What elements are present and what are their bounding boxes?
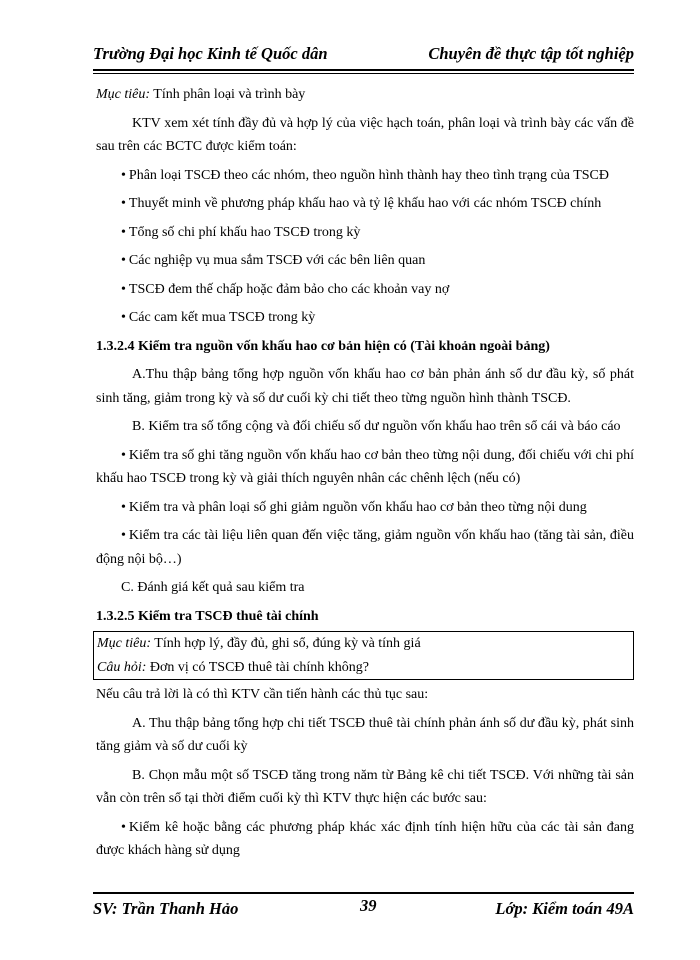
header-rule: [93, 69, 634, 71]
list-item: • Thuyết minh về phương pháp khấu hao và tỷ lệ khấu hao với các nhóm TSCĐ chính: [96, 192, 634, 216]
paragraph-b2: B. Chọn mẫu một số TSCĐ tăng trong năm từ Bảng kê chi tiết TSCĐ. Với những tài sản vẫn còn trên sổ tại thời điểm cuối kỳ thì KTV thực hiện các bước sau:: [96, 767, 634, 806]
list-item: • Kiểm tra các tài liệu liên quan đến việc tăng, giảm nguồn vốn khấu hao (tăng tài sản, điều động nội bộ…): [96, 524, 634, 571]
paragraph-b: B. Kiểm tra số tổng cộng và đối chiếu số dư nguồn vốn khấu hao trên sổ cái và báo cáo: [132, 419, 621, 434]
intro-paragraph: KTV xem xét tính đầy đủ và hợp lý của việc hạch toán, phân loại và trình bày các vấn đề sau trên các BCTC được kiểm toán:: [96, 115, 634, 154]
objective-box: [93, 631, 634, 680]
header-rule-thin: [93, 73, 634, 74]
condition-paragraph: Nếu câu trả lời là có thì KTV cần tiến hành các thủ tục sau:: [96, 687, 429, 702]
muc-tieu-label: Mục tiêu:: [96, 87, 151, 102]
footer-class: Lớp: Kiểm toán 49A: [495, 899, 634, 918]
list-item: • Tổng số chi phí khấu hao TSCĐ trong kỳ: [96, 221, 634, 245]
muc-tieu-line: [96, 83, 634, 107]
section-heading-1324: 1.3.2.4 Kiểm tra nguồn vốn khấu hao cơ bản hiện có (Tài khoản ngoài bảng): [96, 338, 550, 354]
box-muc-tieu-line: [97, 632, 630, 656]
box-muc-tieu-text: Tính hợp lý, đầy đủ, ghi sổ, đúng kỳ và tính giá: [151, 636, 421, 651]
page-body: [96, 83, 634, 863]
list-item: • Các cam kết mua TSCĐ trong kỳ: [96, 306, 634, 330]
header-document-type: Chuyên đề thực tập tốt nghiệp: [428, 44, 634, 63]
page-footer: [93, 896, 634, 923]
list-item: • Kiểm kê hoặc bằng các phương pháp khác xác định tính hiện hữu của các tài sản đang được khách hàng sử dụng: [96, 816, 634, 863]
list-item: • Kiểm tra và phân loại số ghi giảm nguồn vốn khấu hao cơ bản theo từng nội dung: [96, 496, 634, 520]
box-cau-hoi-text: Đơn vị có TSCĐ thuê tài chính không?: [146, 659, 369, 675]
box-muc-tieu-label: Mục tiêu:: [97, 636, 152, 651]
box-cau-hoi-line: [97, 656, 630, 680]
muc-tieu-text: Tính phân loại và trình bày: [150, 87, 306, 102]
section-heading-1325: 1.3.2.5 Kiểm tra TSCĐ thuê tài chính: [96, 608, 319, 624]
paragraph-c: C. Đánh giá kết quả sau kiểm tra: [121, 580, 305, 595]
page-header: [93, 44, 634, 68]
list-item: • Các nghiệp vụ mua sắm TSCĐ với các bên liên quan: [96, 249, 634, 273]
footer-rule: [93, 892, 634, 894]
list-item: • Kiểm tra số ghi tăng nguồn vốn khấu hao cơ bản theo từng nội dung, đối chiếu với chi phí khấu hao TSCĐ trong kỳ và giải thích nguyên nhân các chênh lệch (nếu có): [96, 444, 634, 491]
box-cau-hoi-label: Câu hỏi:: [97, 659, 147, 675]
paragraph-a2: A. Thu thập bảng tổng hợp chi tiết TSCĐ thuê tài chính phản ánh số dư đầu kỳ, phát sinh tăng giảm và số dư cuối kỳ: [96, 715, 634, 754]
footer-page-number: 39: [360, 896, 377, 915]
list-item: • Phân loại TSCĐ theo các nhóm, theo nguồn hình thành hay theo tình trạng của TSCĐ: [96, 164, 634, 188]
list-item: • TSCĐ đem thế chấp hoặc đảm bảo cho các khoản vay nợ: [96, 278, 634, 302]
paragraph-a: A.Thu thập bảng tổng hợp nguồn vốn khấu hao cơ bản phản ánh số dư đầu kỳ, số phát sinh tăng, giảm trong kỳ và số dư cuối kỳ chi tiết theo từng nguồn hình thành TSCĐ.: [96, 367, 634, 406]
header-university: Trường Đại học Kinh tế Quốc dân: [93, 44, 328, 63]
footer-student-name: SV: Trần Thanh Hảo: [93, 899, 239, 918]
